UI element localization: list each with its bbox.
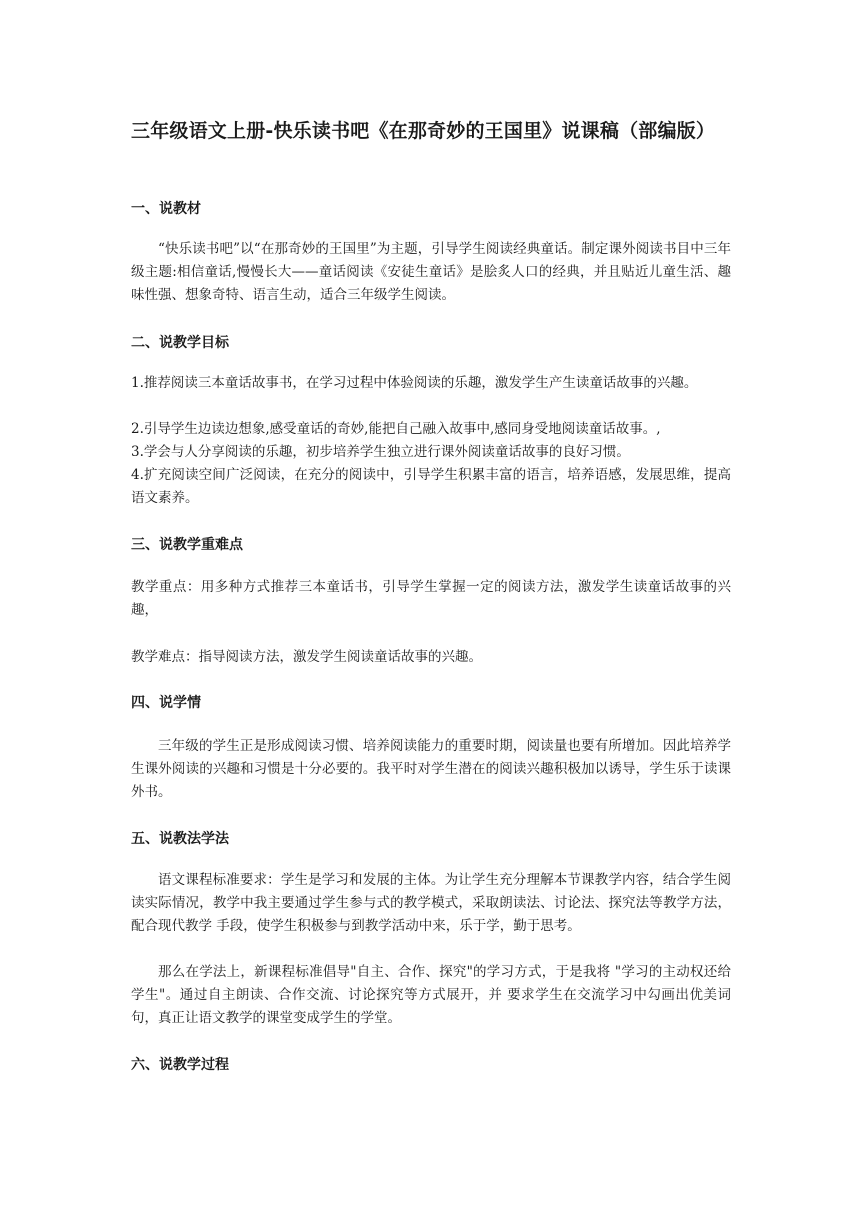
objective-item-2: 2.引导学生边读边想象,感受童话的奇妙,能把自己融入故事中,感同身受地阅读童话故事。,: [131, 421, 661, 437]
objective-item-1: 1.推荐阅读三本童话故事书，在学习过程中体验阅读的乐趣，激发学生产生读童话故事的兴趣。: [131, 375, 698, 391]
objective-item-3: 3.学会与人分享阅读的乐趣，初步培养学生独立进行课外阅读童话故事的良好习惯。: [131, 444, 630, 460]
section-heading-objectives: 二、说教学目标: [131, 335, 229, 351]
students-paragraph: 三年级的学生正是形成阅读习惯、培养阅读能力的重要时期，阅读量也要有所增加。因此培养学生课外阅读的兴趣和习惯是十分必要的。我平时对学生潜在的阅读兴趣积极加以诱导，学生乐于读课外书。: [131, 738, 731, 800]
section-heading-process: 六、说教学过程: [131, 1057, 229, 1073]
document-title: 三年级语文上册-快乐读书吧《在那奇妙的王国里》说课稿（部编版）: [131, 120, 716, 142]
section-heading-methods: 五、说教法学法: [131, 831, 229, 847]
section-heading-key-difficult: 三、说教学重难点: [131, 537, 243, 553]
textbook-paragraph: “快乐读书吧”以“在那奇妙的王国里”为主题，引导学生阅读经典童话。制定课外阅读书目中三年级主题:相信童话,慢慢长大——童话阅读《安徒生童话》是脍炙人口的经典，并且贴近儿童生活、趣味性强、想象奇特、语言生动，适合三年级学生阅读。: [131, 241, 731, 303]
methods-paragraph-2: 那么在学法上，新课程标准倡导"自主、合作、探究"的学习方式，于是我将 "学习的主动权还给学生"。通过自主朗读、合作交流、讨论探究等方式展开，并 要求学生在交流学习中勾画出优美词句，真正让语文教学的课堂变成学生的学堂。: [131, 964, 731, 1026]
section-heading-textbook: 一、说教材: [131, 201, 201, 217]
section-heading-students: 四、说学情: [131, 695, 201, 711]
difficult-point-paragraph: 教学难点：指导阅读方法，激发学生阅读童话故事的兴趣。: [131, 649, 482, 665]
methods-paragraph-1: 语文课程标准要求：学生是学习和发展的主体。为让学生充分理解本节课教学内容，结合学生阅读实际情况，教学中我主要通过学生参与式的教学模式，采取朗读法、讨论法、探究法等教学方法，配合现代教学 手段，使学生积极参与到教学活动中来，乐于学，勤于思考。: [131, 872, 731, 934]
key-point-paragraph: 教学重点：用多种方式推荐三本童话书，引导学生掌握一定的阅读方法，激发学生读童话故事的兴趣，: [131, 579, 731, 618]
objective-item-4: 4.扩充阅读空间广泛阅读，在充分的阅读中，引导学生积累丰富的语言，培养语感，发展思维，提高语文素养。: [131, 467, 731, 506]
